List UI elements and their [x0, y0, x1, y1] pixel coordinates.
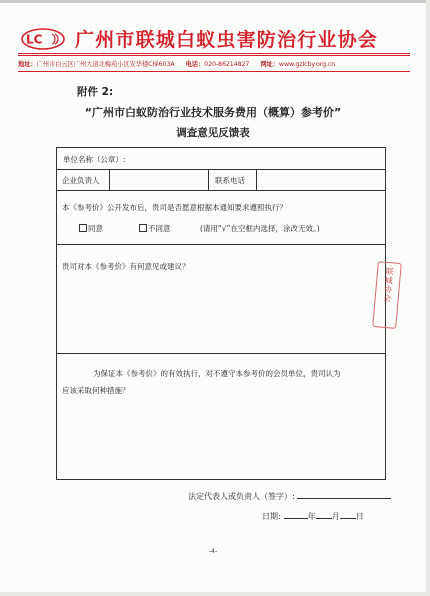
question-suggestions: 贵司对本《参考价》有何意见或建议？	[62, 262, 190, 271]
organization-name: 广州市联城白蚁虫害防治行业协会	[75, 29, 379, 51]
association-logo-icon	[21, 28, 65, 50]
address-text: 广州市白云区广州大道北梅苑小区安华楼C梯603A	[36, 61, 175, 68]
page-number: -4-	[208, 547, 218, 555]
row-divider	[57, 190, 385, 191]
header-divider-thin	[18, 55, 410, 56]
document-subtitle: 调查意见反馈表	[176, 127, 250, 139]
date-line	[262, 510, 364, 522]
column-divider	[256, 169, 257, 190]
checkbox-instruction: (请用“√”在空框内选择，涂改无效。)	[200, 224, 320, 233]
phone-label: 电话：	[185, 61, 205, 68]
document-title: “广州市白蚁防治行业技术服务费用（概算）参考价”	[84, 106, 342, 119]
contact-line	[18, 59, 410, 68]
row-divider	[57, 169, 385, 170]
day-label: 日	[355, 512, 364, 521]
unit-name-label: 单位名称（公章）:	[63, 155, 126, 164]
year-field[interactable]	[284, 510, 308, 519]
row-divider	[57, 353, 385, 354]
question-comply: 本《参考价》公开发布后，贵司是否愿意根据本通知要求遵照执行？	[62, 203, 287, 212]
signature-field[interactable]	[297, 490, 391, 499]
website-link[interactable]: www.gzlcby.org.cn	[278, 61, 336, 68]
annex-label: 附件 2:	[77, 86, 114, 98]
agree-checkbox[interactable]	[79, 224, 87, 232]
year-label: 年	[307, 512, 316, 521]
contact-phone-label: 联系电话	[215, 176, 245, 185]
row-divider	[57, 244, 385, 245]
scan-edge	[0, 0, 426, 3]
representative-label: 法定代表人或负责人（签字）:	[188, 492, 295, 501]
column-divider	[208, 169, 209, 190]
phone-text: 020-86214827	[204, 61, 250, 68]
contact-divider	[18, 71, 410, 72]
question-measures-line1: 为保证本《参考价》的有效执行，对不遵守本参考价的会员单位，贵司认为	[93, 369, 341, 378]
disagree-checkbox[interactable]	[139, 224, 147, 232]
feedback-form-table	[56, 147, 386, 480]
question-measures-line2: 应该采取何种措施？	[62, 386, 130, 395]
agree-label: 同意	[88, 224, 103, 233]
option-agree[interactable]	[79, 223, 103, 234]
disagree-label: 不同意	[148, 224, 171, 233]
signature-line	[188, 490, 391, 502]
website-label: 网址：	[260, 61, 279, 68]
enterprise-head-label: 企业负责人	[62, 176, 100, 185]
logo-text: LC	[26, 32, 43, 47]
address-label: 地址：	[18, 61, 37, 68]
header-divider	[18, 53, 410, 54]
month-label: 月	[331, 512, 340, 521]
stamp-text: 联城协会	[382, 266, 395, 304]
date-label: 日期:	[262, 512, 281, 521]
association-stamp	[372, 261, 402, 329]
day-field[interactable]	[340, 510, 356, 519]
option-disagree[interactable]	[139, 223, 171, 234]
month-field[interactable]	[316, 510, 332, 519]
column-divider	[109, 169, 110, 190]
